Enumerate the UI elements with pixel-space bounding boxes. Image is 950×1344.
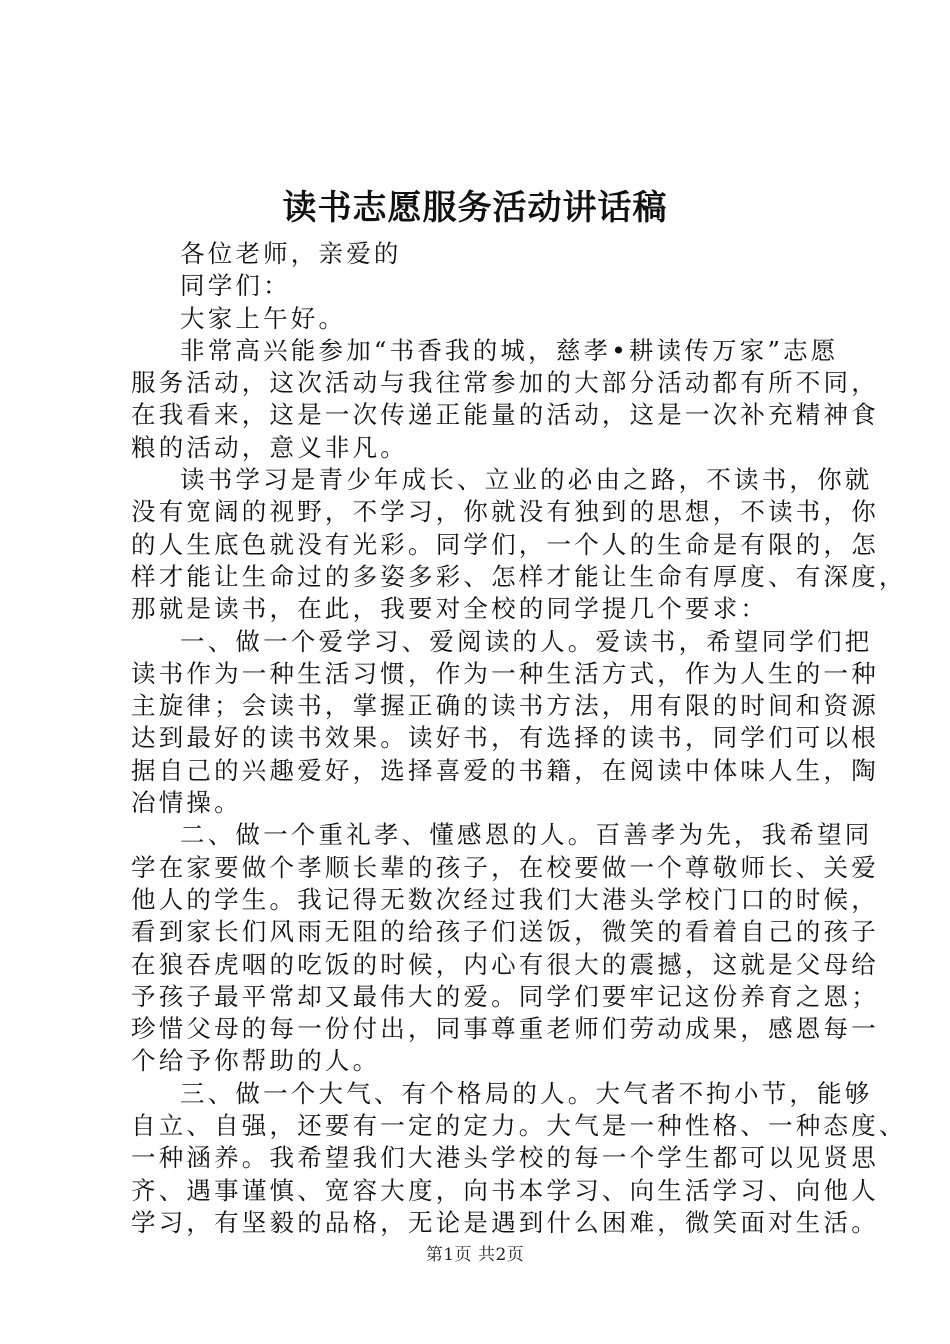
text-line: 同学们：	[180, 271, 291, 301]
text-line: 冶情操。	[131, 788, 242, 818]
text-line: 达到最好的读书效果。读好书，有选择的读书，同学们可以根	[131, 723, 879, 753]
text-line: 主旋律；会读书，掌握正确的读书方法，用有限的时间和资源	[131, 691, 879, 721]
text-line: 据自己的兴趣爱好，选择喜爱的书籍，在阅读中体味人生，陶	[131, 755, 879, 785]
text-line: 各位老师，亲爱的	[180, 239, 402, 268]
text-line: 读书学习是青少年成长、立业的必由之路，不读书，你就	[180, 465, 873, 495]
text-line: 在我看来，这是一次传递正能量的活动，这是一次补充精神食	[131, 400, 879, 430]
text-line: 个给予你帮助的人。	[131, 1046, 381, 1076]
text-line: 没有宽阔的视野，不学习，你就没有独到的思想，不读书，你	[131, 497, 879, 527]
text-line: 二、做一个重礼孝、懂感恩的人。百善孝为先，我希望同	[180, 820, 873, 850]
text-line: 的人生底色就没有光彩。同学们，一个人的生命是有限的，怎	[131, 529, 879, 559]
text-line: 粮的活动，意义非凡。	[131, 432, 408, 462]
speech-body	[131, 238, 907, 1239]
text-line: 那就是读书，在此，我要对全校的同学提几个要求：	[131, 594, 769, 624]
text-line: 学在家要做个孝顺长辈的孩子，在校要做一个尊敬师长、关爱	[131, 852, 879, 882]
text-line: 他人的学生。我记得无数次经过我们大港头学校门口的时候，	[131, 884, 879, 914]
text-line: 看到家长们风雨无阻的给孩子们送饭，微笑的看着自己的孩子	[131, 917, 879, 947]
page-title: 读书志愿服务活动讲话稿	[282, 188, 668, 228]
text-line: 大家上午好。	[180, 303, 347, 333]
text-line: 三、做一个大气、有个格局的人。大气者不拘小节，能够	[180, 1078, 873, 1108]
text-line: 一种涵养。我希望我们大港头学校的每一个学生都可以见贤思	[131, 1143, 879, 1173]
text-line: 非常高兴能参加“书香我的城，慈孝•耕读传万家”志愿	[180, 335, 839, 365]
text-line: 学习，有坚毅的品格，无论是遇到什么困难，微笑面对生活。	[131, 1207, 879, 1237]
text-line: 予孩子最平常却又最伟大的爱。同学们要牢记这份养育之恩；	[131, 981, 879, 1011]
page-footer: 第1页 共2页	[425, 1245, 525, 1265]
text-line: 在狼吞虎咽的吃饭的时候，内心有很大的震撼，这就是父母给	[131, 949, 879, 979]
text-line: 一、做一个爱学习、爱阅读的人。爱读书，希望同学们把	[180, 626, 873, 656]
text-line: 珍惜父母的每一份付出，同事尊重老师们劳动成果，感恩每一	[131, 1014, 879, 1044]
text-line: 读书作为一种生活习惯，作为一种生活方式，作为人生的一种	[131, 658, 879, 688]
text-line: 齐、遇事谨慎、宽容大度，向书本学习、向生活学习、向他人	[131, 1175, 879, 1205]
text-line: 样才能让生命过的多姿多彩、怎样才能让生命有厚度、有深度，	[131, 561, 907, 591]
text-line: 服务活动，这次活动与我往常参加的大部分活动都有所不同，	[131, 368, 879, 398]
text-line: 自立、自强，还要有一定的定力。大气是一种性格、一种态度、	[131, 1111, 907, 1141]
